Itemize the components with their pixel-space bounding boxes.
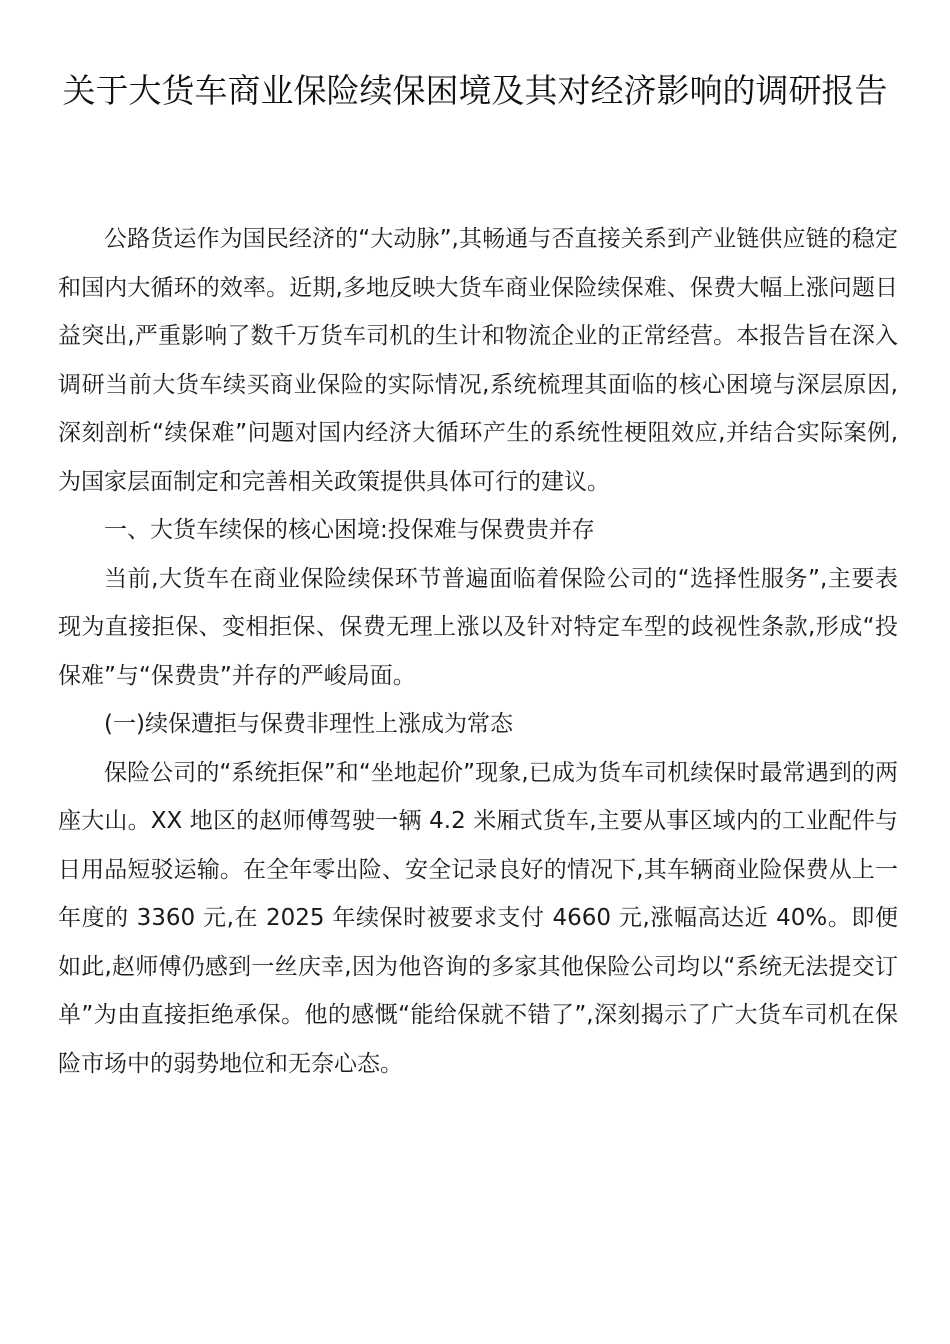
section-heading: 一、大货车续保的核心困境:投保难与保费贵并存 (104, 517, 595, 543)
intro-paragraph: 公路货运作为国民经济的“大动脉”,其畅通与否直接关系到产业链供应链的稳定和国内大循环的效率。近期,多地反映大货车商业保险续保难、保费大幅上涨问题日益突出,严重影响了数千万货车司机的生计和物流企业的正常经营。本报告旨在深入调研当前大货车续买商业保险的实际情况,系统梳理其面临的核心困境与深层原因,深刻剖析“续保难”问题对国内经济大循环产生的系统性梗阻效应,并结合实际案例,为国家层面制定和完善相关政策提供具体可行的建议。 (58, 226, 898, 495)
case-paragraph: 保险公司的“系统拒保”和“坐地起价”现象,已成为货车司机续保时最常遇到的两座大山。XX 地区的赵师傅驾驶一辆 4.2 米厢式货车,主要从事区域内的工业配件与日用品短驳运输。在全年零出险、安全记录良好的情况下,其车辆商业险保费从上一年度的 3360 元,在 2025 年续保时被要求支付 4660 元,涨幅高达近 40%。即便如此,赵师傅仍感到一丝庆幸,因为他咨询的多家其他保险公司均以“系统无法提交订单”为由直接拒绝承保。他的感慨“能给保就不错了”,深刻揭示了广大货车司机在保险市场中的弱势地位和无奈心态。 (58, 759, 898, 1077)
section-paragraph: 当前,大货车在商业保险续保环节普遍面临着保险公司的“选择性服务”,主要表现为直接拒保、变相拒保、保费无理上涨以及针对特定车型的歧视性条款,形成“投保难”与“保费贵”并存的严峻局面。 (58, 565, 899, 689)
document-title: 关于大货车商业保险续保困境及其对经济影响的调研报告 (62, 71, 888, 110)
subsection-heading: (一)续保遭拒与保费非理性上涨成为常态 (104, 711, 513, 737)
document-body (58, 215, 898, 1088)
